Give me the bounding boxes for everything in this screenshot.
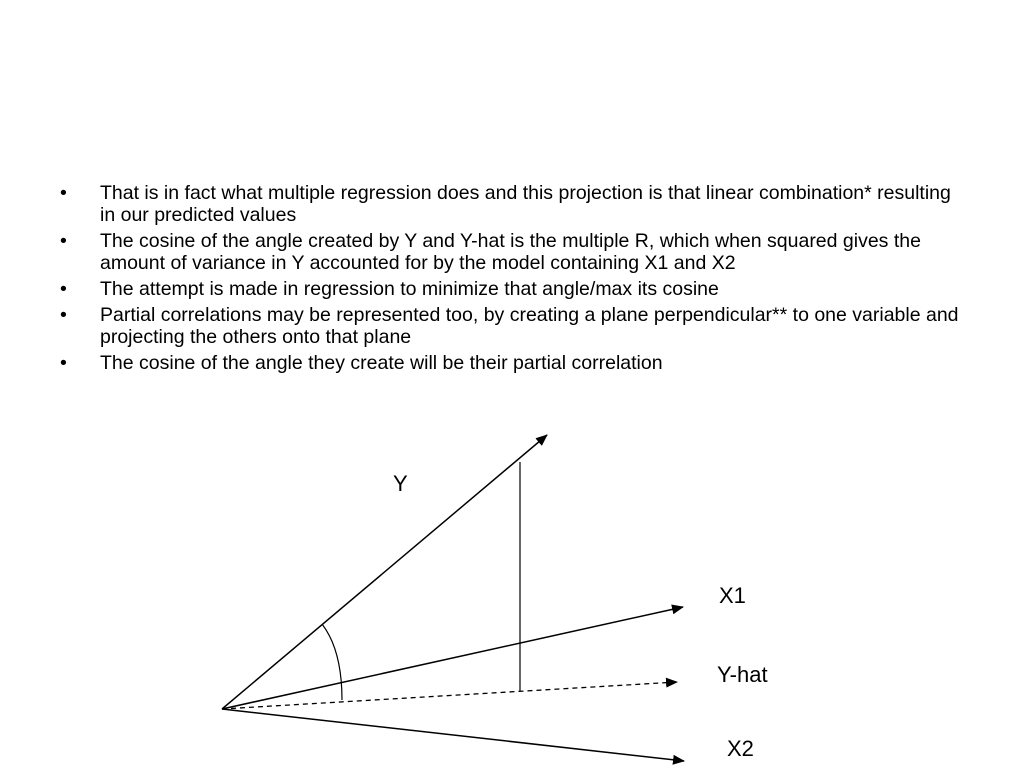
x1-label: X1 [719,583,746,608]
bullet-marker: • [60,230,67,252]
bullet-marker: • [60,278,67,300]
bullet-text: Partial correlations may be represented too, by creating a plane perpendicular** to one variable and projecting the others onto that plane [100,304,959,348]
y-label: Y [393,471,408,496]
y-hat-vector [222,682,677,709]
bullet-text: That is in fact what multiple regression does and this projection is that linear combination* resulting in our predicted values [100,182,951,226]
x2-label: X2 [727,736,754,761]
bullet-marker: • [60,182,67,204]
y-vector [222,435,547,709]
x2-vector [222,709,684,761]
bullet-text: The cosine of the angle created by Y and Y-hat is the multiple R, which when squared gives the amount of variance in Y accounted for by the model containing X1 and X2 [100,230,921,274]
x1-vector [222,607,683,709]
bullet-marker: • [60,304,67,326]
y-hat-label: Y-hat [717,662,768,687]
bullet-text: The attempt is made in regression to minimize that angle/max its cosine [100,278,719,300]
bullet-text: The cosine of the angle they create will be their partial correlation [100,352,663,374]
angle-arc [322,624,342,700]
bullet-marker: • [60,352,67,374]
